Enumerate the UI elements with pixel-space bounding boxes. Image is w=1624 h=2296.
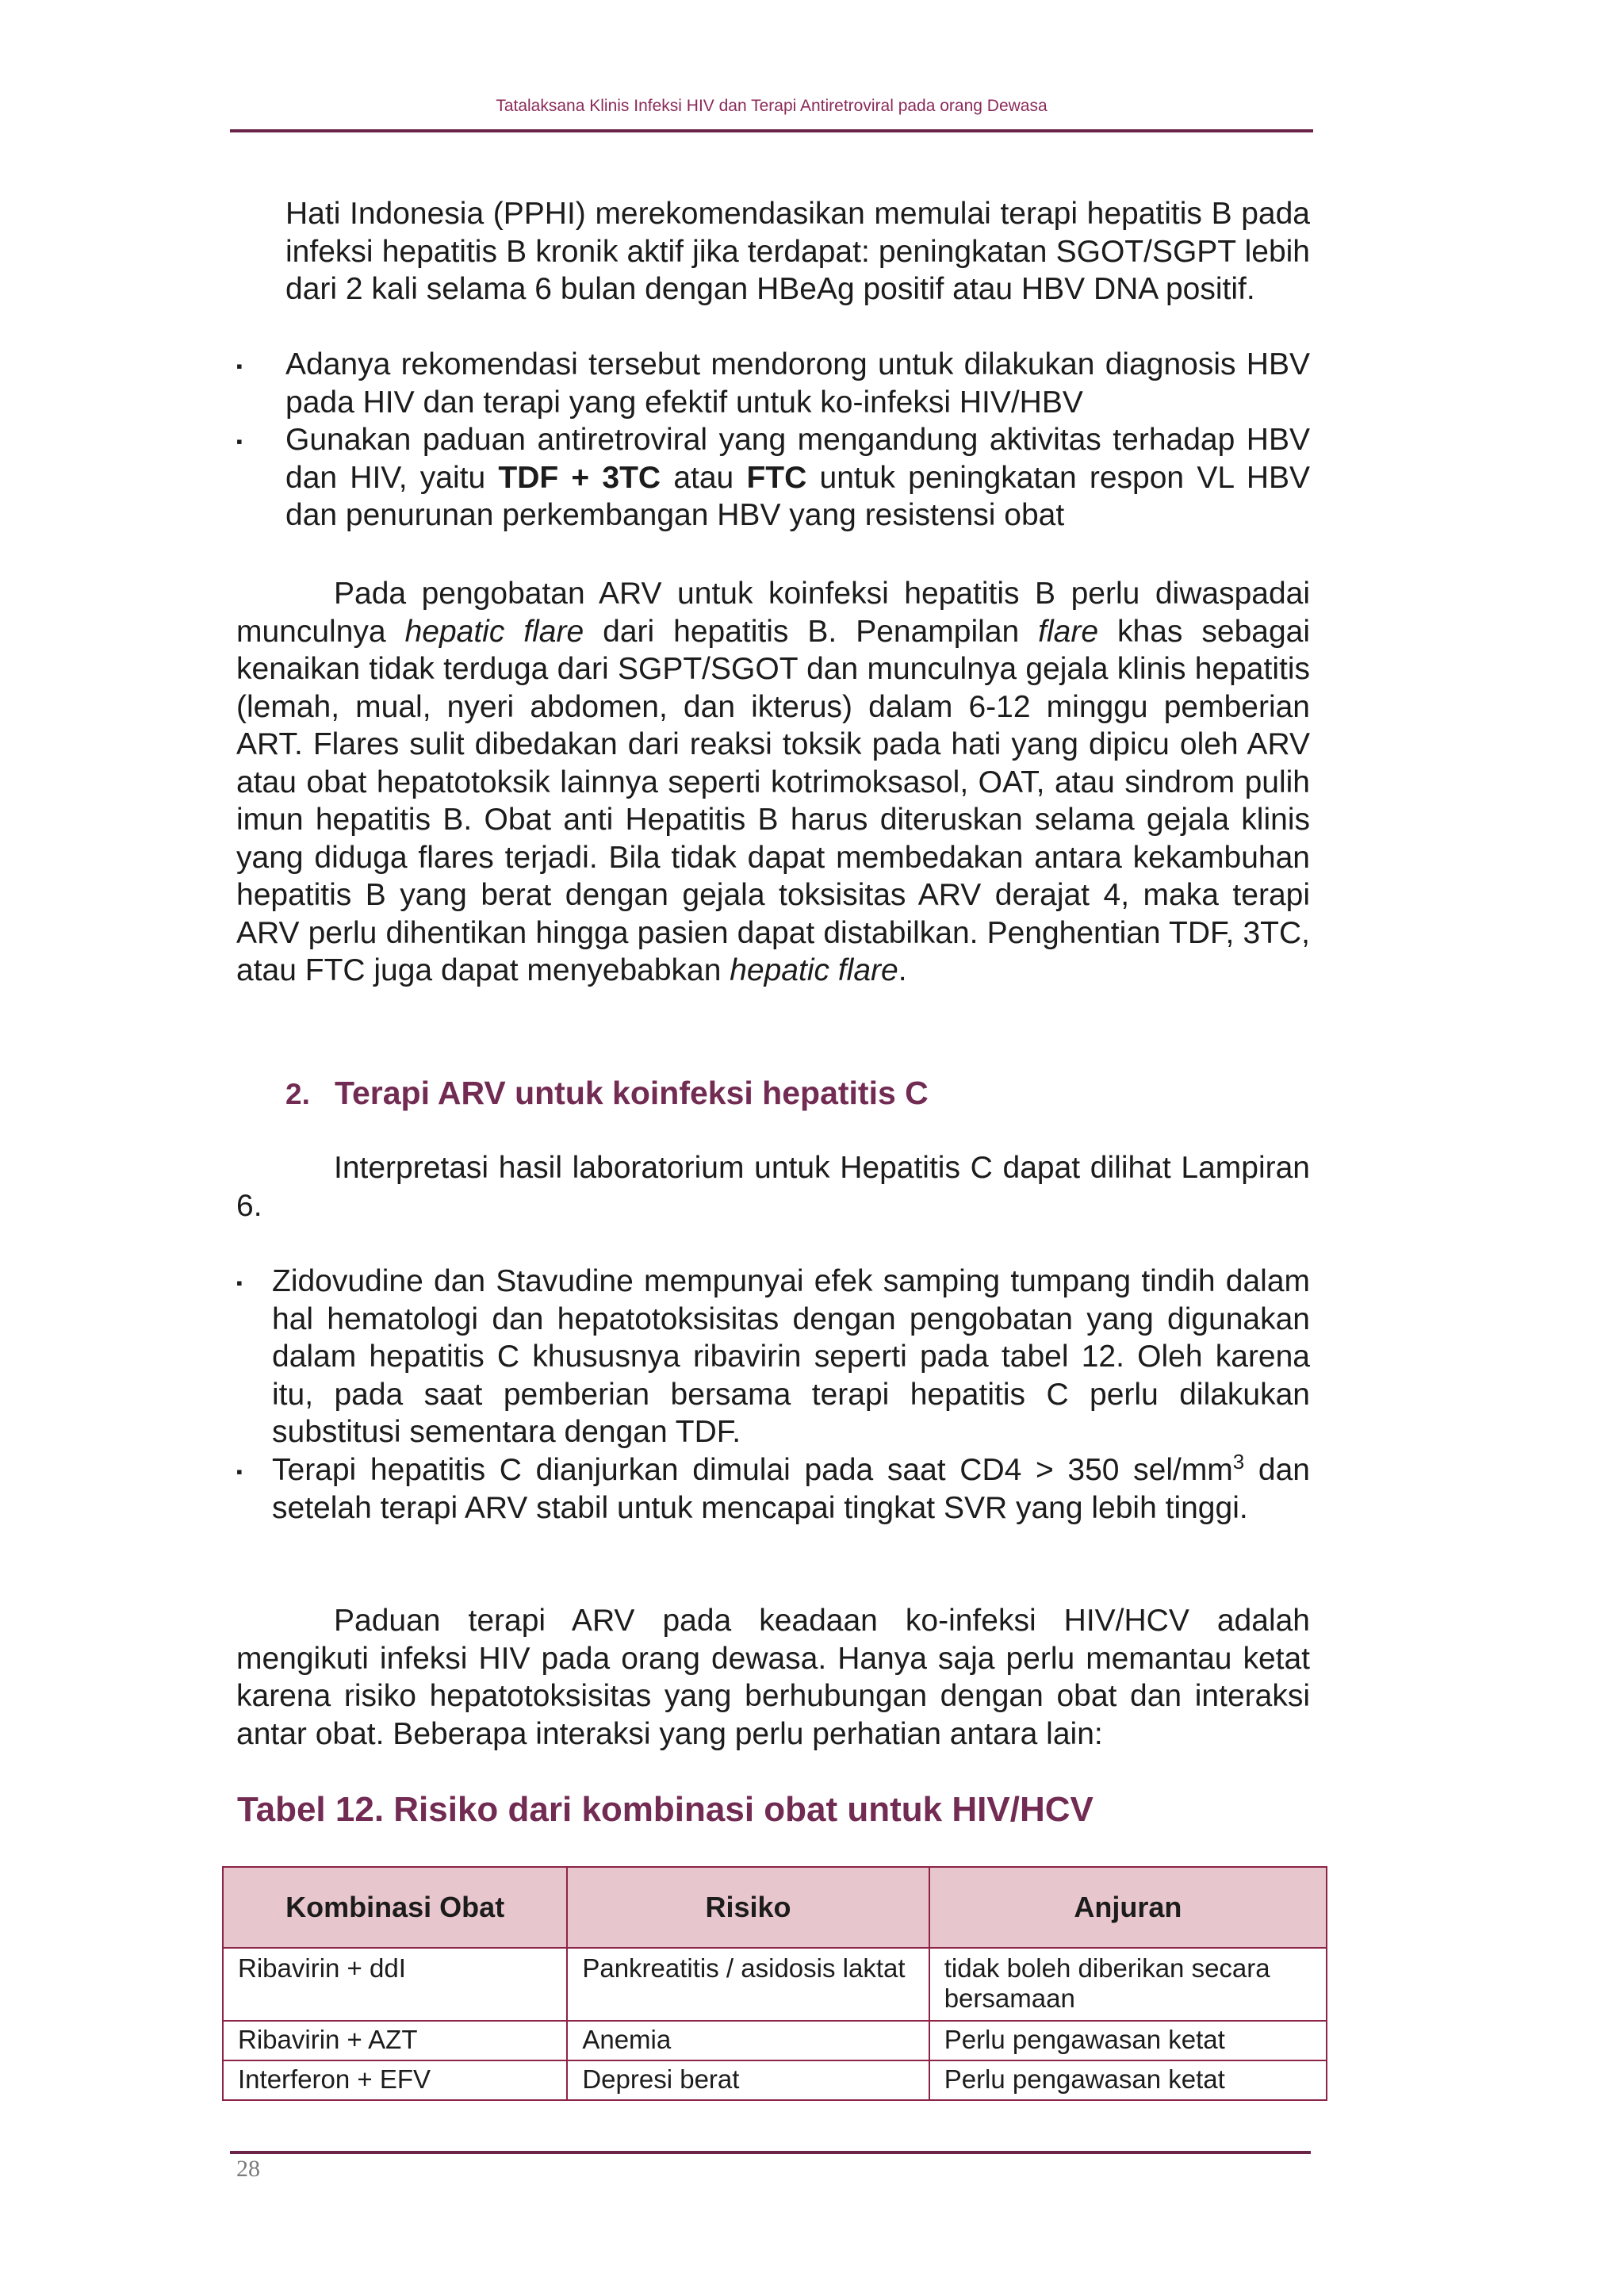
bold-drug-combo: TDF + 3TC [498,460,661,495]
section-number: 2. [285,1078,310,1110]
paragraph-text: Pada pengobatan ARV untuk koinfeksi hepatitis B perlu diwaspadai munculnya [236,577,1310,649]
italic-term: hepatic flare [404,614,584,649]
header-rule [230,129,1313,132]
bullet-marker [236,1451,243,1490]
table-cell: Ribavirin + AZT [223,2021,567,2060]
guide-paragraph [236,1602,1310,1753]
lab-paragraph [236,1149,1310,1225]
table-row [223,1948,1327,2021]
paragraph-text: . [898,953,907,987]
italic-term: flare [1038,614,1099,649]
bullet-item: Adanya rekomendasi tersebut mendorong untuk dilakukan diagnosis HBV pada HIV dan terapi yang efektif untuk ko-infeksi HIV/HBV [285,347,1310,420]
footer-rule [230,2151,1311,2154]
bullet-marker [236,421,243,460]
table-title: Tabel 12. Risiko dari kombinasi obat untuk HIV/HCV [237,1790,1094,1829]
bullet-text: untuk peningkatan respon VL HBV dan penurunan perkembangan HBV yang resistensi obat [285,460,1311,532]
bullet-item [285,421,1310,535]
bold-drug: FTC [746,460,807,495]
paragraph-text: Paduan terapi ARV pada keadaan ko-infeksi HIV/HCV adalah mengikuti infeksi HIV pada orang dewasa. Hanya saja perlu memantau ketat karena risiko hepatotoksisitas yang berhubungan dengan obat dan interaksi antar obat. Beberapa interaksi yang perlu perhatian antara lain: [236,1604,1310,1751]
column-header: Anjuran [929,1867,1327,1948]
flare-paragraph [236,575,1310,990]
section-heading [285,1075,929,1112]
bullet-item [272,1451,1310,1527]
bullet-marker [236,346,243,385]
running-header: Tatalaksana Klinis Infeksi HIV dan Terapi Antiretroviral pada orang Dewasa [496,97,1048,115]
table-cell: tidak boleh diberikan secara bersamaan [929,1948,1327,2021]
continued-paragraph: Hati Indonesia (PPHI) merekomendasikan memulai terapi hepatitis B pada infeksi hepatitis B kronik aktif jika terdapat: peningkatan SGOT/SGPT lebih dari 2 kali selama 6 bulan dengan HBeAg positif atau HBV DNA positif. [285,197,1310,306]
table-cell: Pankreatitis / asidosis laktat [567,1948,929,2021]
bullet-text: dan setelah terapi ARV stabil untuk mencapai tingkat SVR yang lebih tinggi. [272,1453,1310,1525]
table-row [223,2021,1327,2060]
page-number: 28 [236,2156,260,2182]
superscript: 3 [1232,1450,1245,1474]
bullet-marker [236,1263,243,1301]
table-row [223,2060,1327,2100]
paragraph-text: Interpretasi hasil laboratorium untuk Hepatitis C dapat dilihat Lampiran 6. [236,1151,1310,1223]
section-title: Terapi ARV untuk koinfeksi hepatitis C [335,1075,929,1111]
table-cell: Perlu pengawasan ketat [929,2021,1327,2060]
italic-term: hepatic flare [730,953,898,987]
table-cell: Depresi berat [567,2060,929,2100]
paragraph-text: khas sebagai kenaikan tidak terduga dari SGPT/SGOT dan munculnya gejala klinis hepatitis (lemah, mual, nyeri abdomen, dan ikterus) dalam 6-12 minggu pemberian ART. Flares sulit dibedakan dari reaksi toksik pada hati yang dipicu oleh ARV atau obat hepatotoksik lainnya seperti kotrimoksasol, OAT, atau sindrom pulih imun hepatitis B. Obat anti Hepatitis B harus diteruskan selama gejala klinis yang diduga flares terjadi. Bila tidak dapat membedakan antara kekambuhan hepatitis B yang berat dengan gejala toksisitas ARV derajat 4, maka terapi ARV perlu dihentikan hingga pasien dapat distabilkan. Penghentian TDF, 3TC, atau FTC juga dapat menyebabkan [236,614,1310,987]
paragraph-text: dari hepatitis B. Penampilan [584,614,1039,649]
table-cell: Ribavirin + ddI [223,1948,567,2021]
table-cell: Interferon + EFV [223,2060,567,2100]
bullet-item: Zidovudine dan Stavudine mempunyai efek samping tumpang tindih dalam hal hematologi dan hepatotoksisitas dengan pengobatan yang digunakan dalam hepatitis C khususnya ribavirin seperti pada tabel 12. Oleh karena itu, pada saat pemberian bersama terapi hepatitis C perlu dilakukan substitusi sementara dengan TDF. [272,1264,1310,1449]
bullet-text: atau [661,460,747,495]
drug-risk-table [222,1866,1327,2101]
table-cell: Anemia [567,2021,929,2060]
table-header-row [223,1867,1327,1948]
bullet-text: Gunakan paduan antiretroviral yang mengandung aktivitas terhadap HBV dan HIV, yaitu [285,423,1310,495]
table-cell: Perlu pengawasan ketat [929,2060,1327,2100]
column-header: Kombinasi Obat [223,1867,567,1948]
column-header: Risiko [567,1867,929,1948]
bullet-text: Terapi hepatitis C dianjurkan dimulai pada saat CD4 > 350 sel/mm [272,1453,1233,1487]
